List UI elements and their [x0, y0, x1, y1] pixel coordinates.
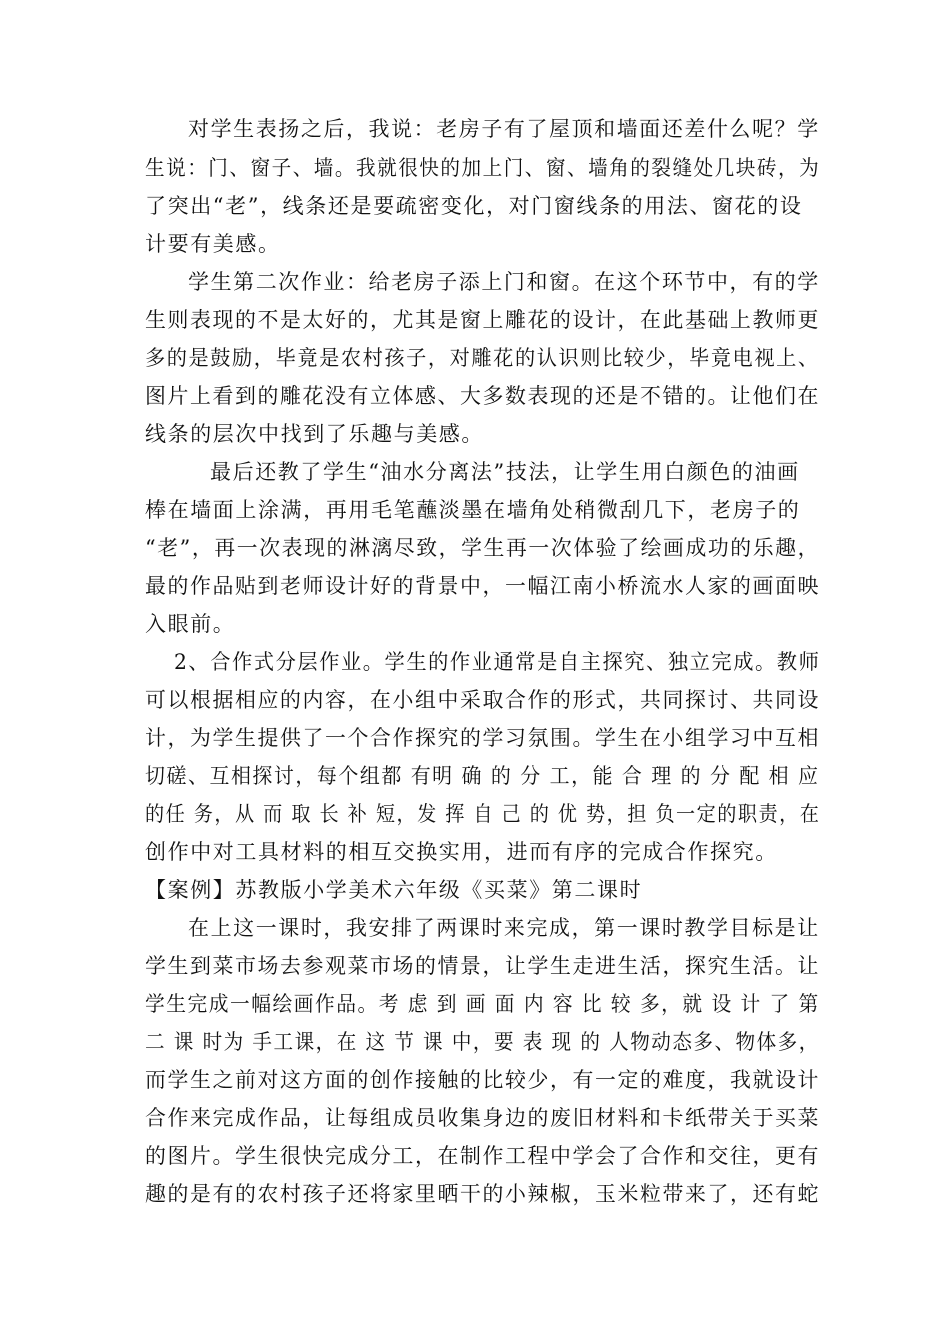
- text-line: 在上这一课时，我安排了两课时来完成，第一课时教学目标是让: [188, 916, 820, 940]
- text-line: 入眼前。: [145, 612, 236, 636]
- text-line: 线条的层次中找到了乐趣与美感。: [145, 422, 484, 446]
- text-line: 创作中对工具材料的相互交换实用，进而有序的完成合作探究。: [145, 840, 778, 864]
- text-line: 对学生表扬之后，我说：老房子有了屋顶和墙面还差什么呢？学: [188, 117, 820, 141]
- text-line: 学生到菜市场去参观菜市场的情景，让学生走进生活，探究生活。让: [145, 954, 821, 978]
- text-line: 棒在墙面上涂满，再用毛笔蘸淡墨在墙角处稍微刮几下，老房子的: [145, 498, 801, 522]
- text-line: 切磋、互相探讨，每个组都 有明 确 的 分 工，能 合 理 的 分 配 相 应: [145, 764, 820, 788]
- case-heading: 【案例】苏教版小学美术六年级《买菜》第二课时: [145, 878, 643, 902]
- text-line: 生则表现的不是太好的，尤其是窗上雕花的设计，在此基础上教师更: [145, 308, 821, 332]
- text-line: 趣的是有的农村孩子还将家里晒干的小辣椒，玉米粒带来了，还有蛇: [145, 1182, 821, 1206]
- text-line: 可以根据相应的内容，在小组中采取合作的形式，共同探讨、共同设: [145, 688, 821, 712]
- text-line: 二 课 时为 手工课，在 这 节 课 中，要 表 现 的 人物动态多、物体多，: [145, 1030, 820, 1054]
- text-line: 了突出“老”，线条还是要疏密变化，对门窗线条的用法、窗花的设: [145, 194, 803, 218]
- text-line: 图片上看到的雕花没有立体感、大多数表现的还是不错的。让他们在: [145, 384, 821, 408]
- text-line: 计，为学生提供了一个合作探究的学习氛围。学生在小组学习中互相: [145, 726, 821, 750]
- text-line: 合作来完成作品，让每组成员收集身边的废旧材料和卡纸带关于买菜: [145, 1106, 821, 1130]
- text-line: 最的作品贴到老师设计好的背景中，一幅江南小桥流水人家的画面映: [145, 574, 821, 598]
- text-line: 多的是鼓励，毕竟是农村孩子，对雕花的认识则比较少，毕竟电视上、: [145, 346, 820, 370]
- text-line: 2、合作式分层作业。学生的作业通常是自主探究、独立完成。教师: [174, 650, 821, 674]
- text-line: 学生完成一幅绘画作品。考 虑 到 画 面 内 容 比 较 多，就 设 计 了 第: [145, 992, 820, 1016]
- text-line: 的图片。学生很快完成分工，在制作工程中学会了合作和交往，更有: [145, 1144, 821, 1168]
- text-line: 而学生之前对这方面的创作接触的比较少，有一定的难度，我就设计: [145, 1068, 821, 1092]
- text-line: 计要有美感。: [145, 232, 281, 256]
- text-line: 生说：门、窗子、墙。我就很快的加上门、窗、墙角的裂缝处几块砖，为: [145, 156, 821, 180]
- text-line: 的任 务，从 而 取 长 补 短，发 挥 自 己 的 优 势，担 负一定的职责，在: [145, 802, 821, 826]
- text-line: 最后还教了学生“油水分离法”技法，让学生用白颜色的油画: [210, 460, 800, 484]
- text-line: “老”，再一次表现的淋漓尽致，学生再一次体验了绘画成功的乐趣，: [145, 536, 821, 560]
- text-line: 学生第二次作业：给老房子添上门和窗。在这个环节中，有的学: [188, 270, 820, 294]
